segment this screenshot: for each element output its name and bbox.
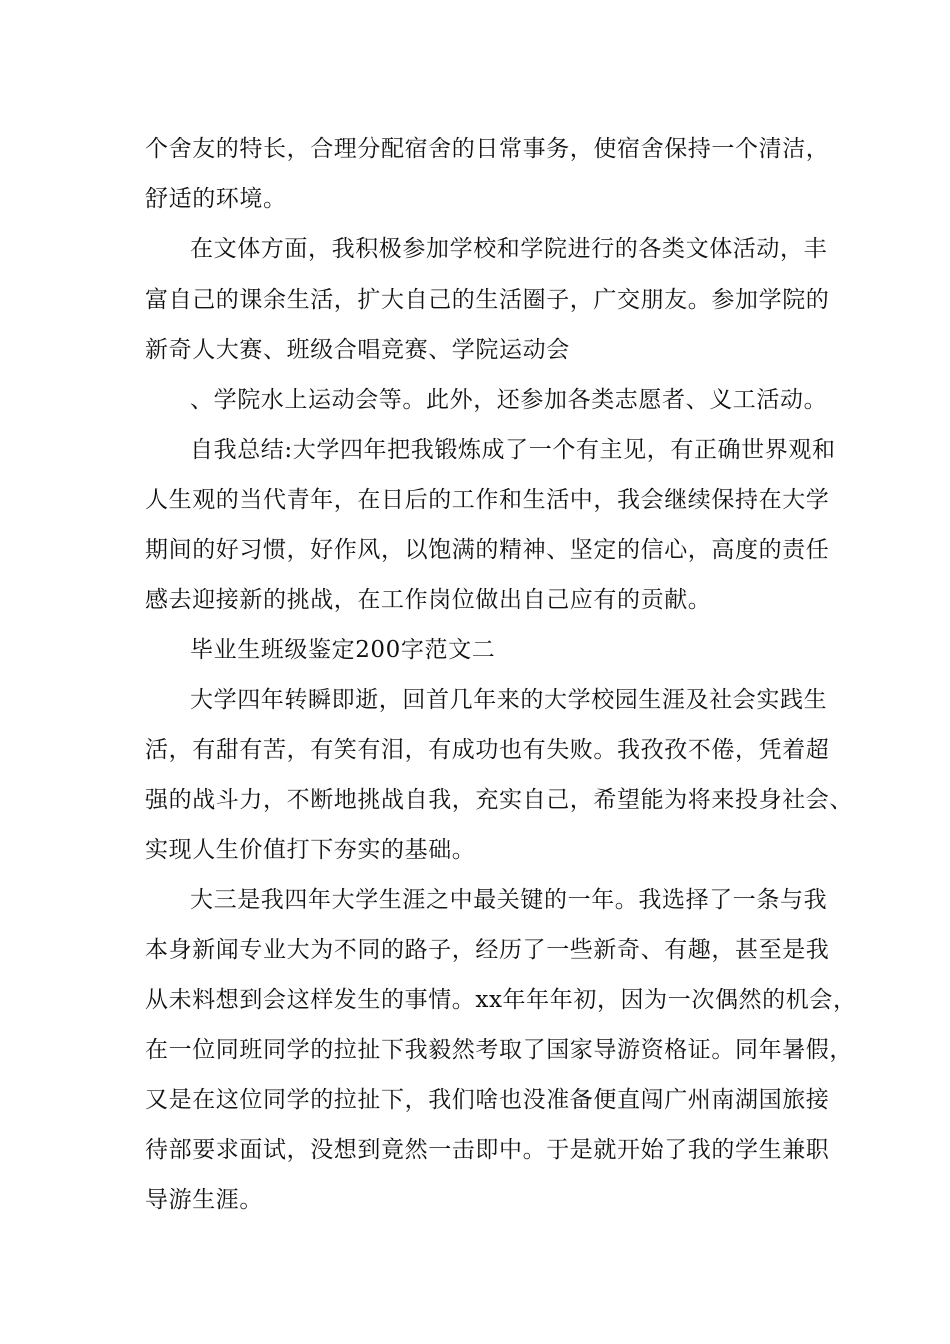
text-line: 活，有甜有苦，有笑有泪，有成功也有失败。我孜孜不倦，凭着超 bbox=[145, 737, 830, 763]
text-line: 在一位同班同学的拉扯下我毅然考取了国家导游资格证。同年暑假， bbox=[145, 1037, 853, 1063]
text-line: 新奇人大赛、班级合唱竞赛、学院运动会 bbox=[145, 337, 570, 363]
paragraph-start-line: 大三是我四年大学生涯之中最关键的一年。我选择了一条与我 bbox=[190, 887, 828, 913]
paragraph-start-line: 在文体方面，我积极参加学校和学院进行的各类文体活动，丰 bbox=[190, 236, 828, 262]
text-line: 舒适的环境。 bbox=[145, 186, 287, 212]
text-line: 待部要求面试，没想到竟然一击即中。于是就开始了我的学生兼职 bbox=[145, 1137, 830, 1163]
text-line: 导游生涯。 bbox=[145, 1187, 263, 1213]
text-line: 、学院水上运动会等。此外，还参加各类志愿者、义工活动。 bbox=[190, 387, 828, 413]
text-line: 又是在这位同学的拉扯下，我们啥也没准备便直闯广州南湖国旅接 bbox=[145, 1087, 830, 1113]
text-line: 强的战斗力，不断地挑战自我，充实自己，希望能为将来投身社会、 bbox=[145, 787, 853, 813]
text-line: 个舍友的特长，合理分配宿舍的日常事务，使宿舍保持一个清洁， bbox=[145, 136, 830, 162]
text-line: 实现人生价值打下夯实的基础。 bbox=[145, 837, 476, 863]
text-line: 期间的好习惯，好作风，以饱满的精神、坚定的信心，高度的责任 bbox=[145, 537, 830, 563]
text-line: 人生观的当代青年，在日后的工作和生活中，我会继续保持在大学 bbox=[145, 487, 830, 513]
paragraph-start-line: 大学四年转瞬即逝，回首几年来的大学校园生涯及社会实践生 bbox=[190, 687, 828, 713]
text-line: 富自己的课余生活，扩大自己的生活圈子，广交朋友。参加学院的 bbox=[145, 287, 830, 313]
section-heading: 毕业生班级鉴定200字范文二 bbox=[190, 637, 496, 663]
text-line: 本身新闻专业大为不同的路子，经历了一些新奇、有趣，甚至是我 bbox=[145, 937, 830, 963]
text-line: 感去迎接新的挑战，在工作岗位做出自己应有的贡献。 bbox=[145, 587, 712, 613]
paragraph-start-line: 自我总结:大学四年把我锻炼成了一个有主见，有正确世界观和 bbox=[190, 437, 836, 463]
text-line: 从未料想到会这样发生的事情。xx年年年初，因为一次偶然的机会， bbox=[145, 987, 857, 1013]
